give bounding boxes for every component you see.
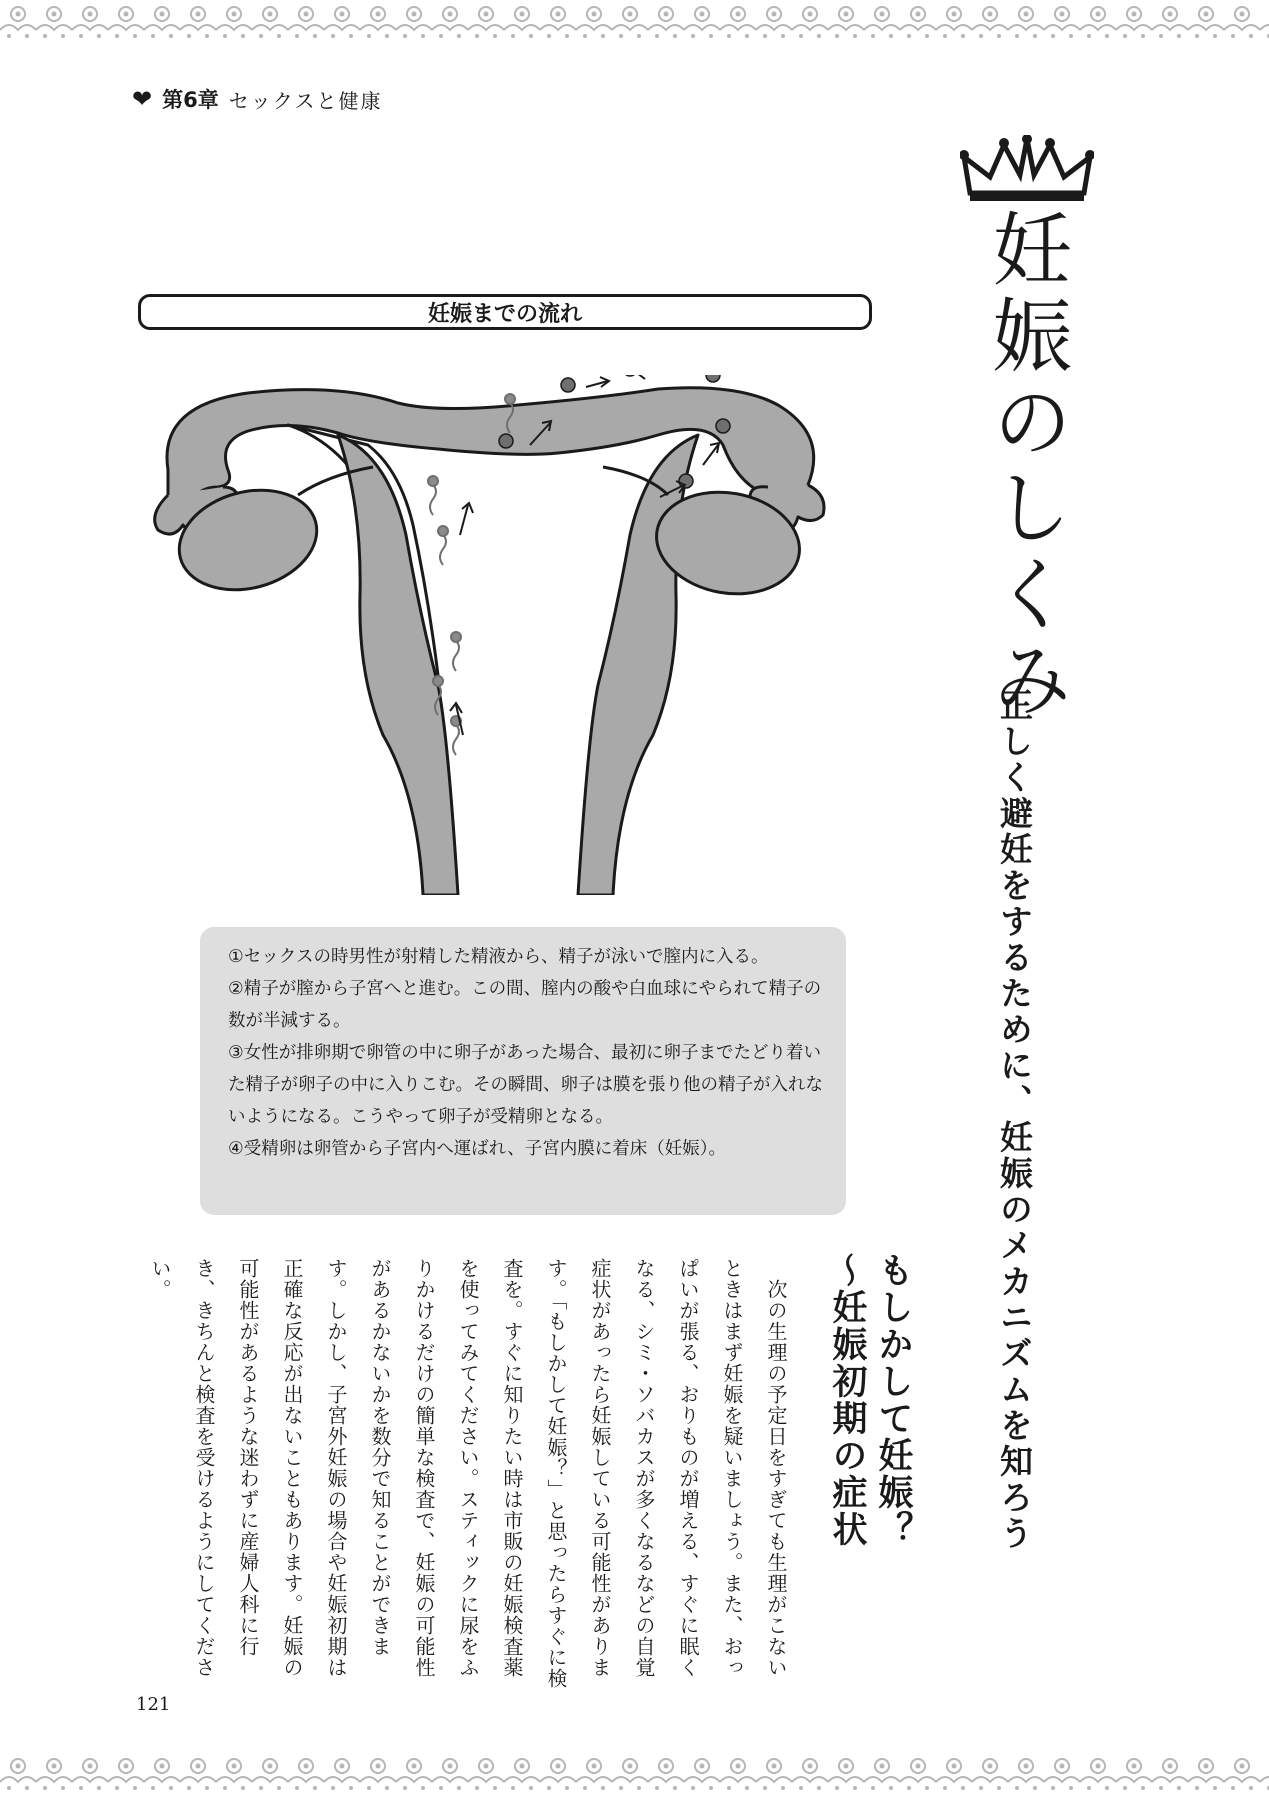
step-4: ④受精卵は卵管から子宮内へ運ばれ、子宮内膜に着床（妊娠）。	[228, 1139, 726, 1159]
chapter-number: 第6章	[162, 88, 219, 112]
section-heading-line-1: もしかして妊娠？	[873, 1252, 913, 1548]
section-heading-line-2: ～妊娠初期の症状	[827, 1252, 867, 1548]
figure-caption: 妊娠までの流れ	[138, 294, 872, 330]
step-2: ②精子が膣から子宮へと進む。この間、膣内の酸や白血球にやられて精子の数が半減する。	[228, 979, 822, 1031]
steps-box	[200, 927, 846, 1215]
top-lace-border	[0, 0, 1269, 44]
bottom-lace-border	[0, 1752, 1269, 1796]
heart-icon: ❤	[132, 85, 153, 113]
chapter-title: セックスと健康	[228, 88, 383, 113]
page-number: 121	[136, 1694, 171, 1715]
chapter-header	[132, 84, 383, 114]
section-heading	[824, 1252, 916, 1548]
step-1: ①セックスの時男性が射精した精液から、精子が泳いで膣内に入る。	[228, 947, 769, 967]
uterus-diagram-illustration	[138, 375, 898, 895]
step-3: ③女性が排卵期で卵管の中に卵子があった場合、最初に卵子までたどり着いた精子が卵子の中に入りこむ。その瞬間、卵子は膜を張り他の精子が入れないようになる。こうやって卵子が受精卵となる。	[228, 1043, 823, 1127]
page-subtitle: 正しく避妊をするために、妊娠のメカニズムを知ろう	[995, 688, 1034, 1552]
crown-icon	[960, 135, 1094, 205]
section-body: 次の生理の予定日をすぎても生理がこないときはまず妊娠を疑いましょう。また、おっぱいが張る、おりものが増える、すぐに眠くなる、シミ・ソバカスが多くなるなどの自覚症状があったら妊娠している可能性があります。「もしかして妊娠？」と思ったらすぐに検査を。すぐに知りたい時は市販の妊娠検査薬を使ってみてください。スティックに尿をふりかけるだけの簡単な検査で、妊娠の可能性があるかないかを数分で知ることができます。しかし、子宮外妊娠の場合や妊娠初期は正確な反応が出ないこともあります。妊娠の可能性があるような迷わずに産婦人科に行き、きちんと検査を受けるようにしてください。	[148, 1258, 788, 1689]
page-title: 妊娠のしくみ	[979, 208, 1072, 724]
